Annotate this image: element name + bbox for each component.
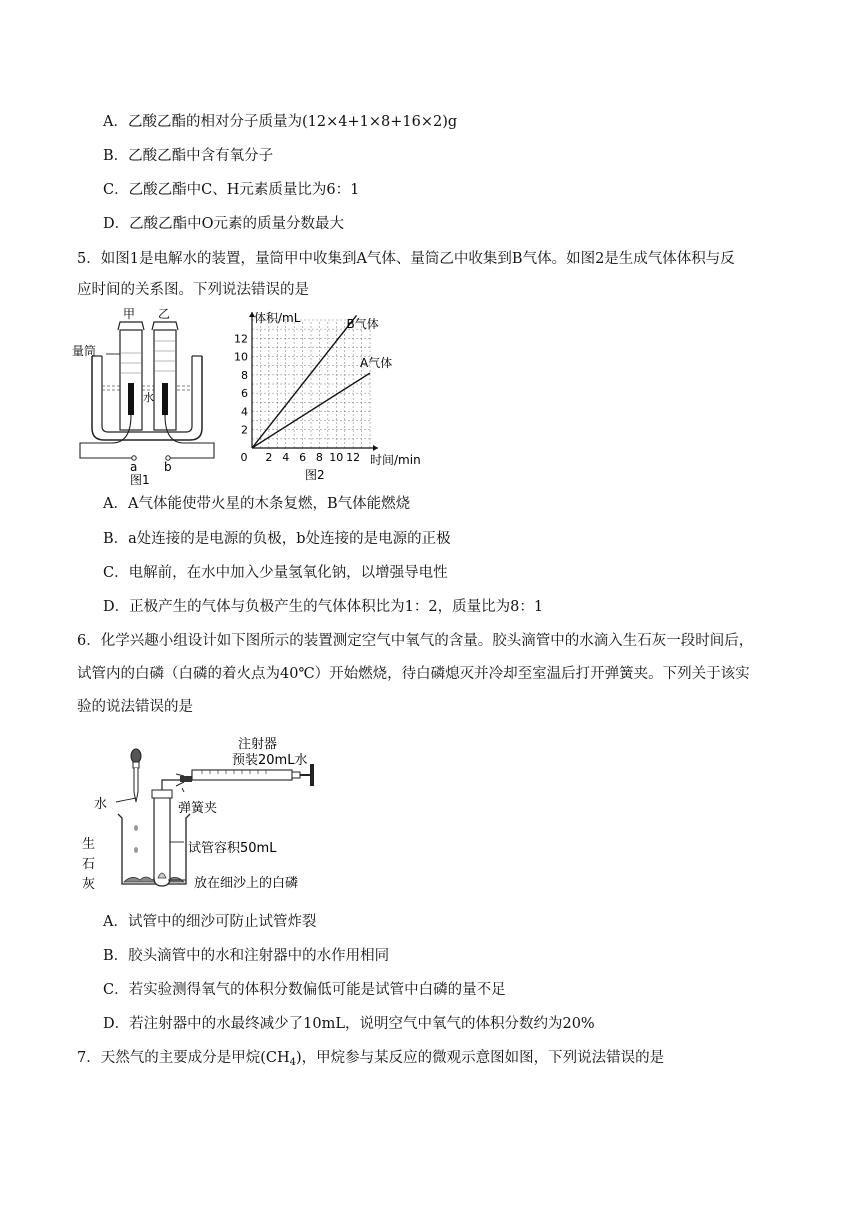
q5-option-b: B．a处连接的是电源的负极，b处连接的是电源的正极	[103, 531, 451, 547]
y-tick-label: 12	[234, 332, 248, 346]
chart-series	[252, 315, 392, 448]
y-tick-label: 2	[241, 423, 248, 437]
label-hui: 灰	[82, 877, 96, 892]
y-tick-label: 8	[241, 368, 248, 382]
x-axis-arrow	[373, 445, 378, 451]
x-tick-label: 6	[299, 451, 307, 464]
chart-axes	[249, 312, 378, 451]
q6-option-b: B．胶头滴管中的水和注射器中的水作用相同	[103, 948, 390, 964]
q7-stem: 7．天然气的主要成分是甲烷$(CH_4)$，甲烷参与某反应的微观示意图如图，下列说法错误的是	[77, 1050, 665, 1068]
label-yuzhuang: 预装20mL水	[232, 753, 308, 768]
fig1-caption: 图1	[130, 473, 150, 487]
q5-stem-line1: 5．如图1是电解水的装置，量筒甲中收集到A气体、量筒乙中收集到B气体。如图2是生成气体体积与反	[77, 251, 735, 267]
label-b: b	[164, 460, 172, 474]
q5-option-a: A．A气体能使带火星的木条复燃，B气体能燃烧	[103, 496, 411, 512]
y-tick-label: 10	[234, 350, 248, 364]
y-tick-label: 4	[241, 405, 248, 419]
label-zhusheqi: 注射器	[238, 737, 278, 752]
q5-option-d: D．正极产生的气体与负极产生的气体体积比为1：2，质量比为8：1	[103, 599, 544, 615]
label-rongji: 试管容积50mL	[188, 841, 277, 856]
label-a: a	[130, 460, 138, 474]
x-tick-label: 0	[240, 451, 248, 464]
q6-option-c: C．若实验测得氧气的体积分数偏低可能是试管中白磷的量不足	[103, 982, 506, 998]
fig2-caption: 图2	[305, 468, 325, 482]
label-liangtong: 量筒	[72, 344, 97, 358]
q6-option-d: D．若注射器中的水最终减少了10mL，说明空气中氧气的体积分数约为20%	[103, 1016, 595, 1032]
oxygen-experiment-figure	[80, 730, 350, 898]
q6-stem-line2: 试管内的白磷（白磷的着火点为40℃）开始燃烧，待白磷熄灭并冷却至室温后打开弹簧夹。下列关于该实	[77, 666, 750, 682]
x-tick-label: 2	[265, 451, 273, 464]
label-tanhuangjia: 弹簧夹	[178, 801, 218, 816]
label-shi: 石	[82, 857, 96, 872]
chart-ticks	[234, 332, 360, 464]
q6-stem-line1: 6．化学兴趣小组设计如下图所示的装置测定空气中氧气的含量。胶头滴管中的水滴入生石灰一段时间后，	[77, 633, 754, 649]
q5-option-c: C．电解前，在水中加入少量氢氧化钠，以增强导电性	[103, 565, 448, 581]
label-yi: 乙	[158, 308, 171, 321]
series-line	[252, 373, 370, 448]
x-axis-label: 时间/min	[370, 453, 421, 467]
label-shui: 水	[94, 797, 108, 812]
q4-option-c: C．乙酸乙酯中C、H元素质量比为6：1	[103, 182, 360, 198]
x-tick-label: 10	[329, 451, 344, 464]
q6-stem-line3: 验的说法错误的是	[77, 699, 193, 715]
y-axis-label: 体积/mL	[254, 311, 301, 325]
label-shui: 水	[143, 391, 154, 404]
series-line	[252, 315, 357, 448]
label-sheng: 生	[82, 837, 96, 852]
series-label: A气体	[360, 356, 393, 371]
x-tick-label: 4	[282, 451, 290, 464]
q5-stem-line2: 应时间的关系图。下列说法错误的是	[77, 282, 309, 298]
q6-option-a: A．试管中的细沙可防止试管炸裂	[103, 914, 317, 930]
gas-volume-chart	[232, 306, 442, 486]
y-tick-label: 6	[241, 387, 248, 401]
q4-option-d: D．乙酸乙酯中O元素的质量分数最大	[103, 216, 345, 232]
label-jia: 甲	[123, 308, 136, 321]
q4-option-b: B．乙酸乙酯中含有氧分子	[103, 148, 274, 164]
x-tick-label: 12	[346, 451, 361, 464]
x-tick-label: 8	[315, 451, 323, 464]
label-bailin: 放在细沙上的白磷	[194, 876, 299, 891]
q4-option-a: A．乙酸乙酯的相对分子质量为(12×4+1×8+16×2)g	[103, 114, 458, 130]
electrolysis-apparatus-figure	[72, 308, 222, 488]
series-label: B气体	[346, 317, 379, 331]
